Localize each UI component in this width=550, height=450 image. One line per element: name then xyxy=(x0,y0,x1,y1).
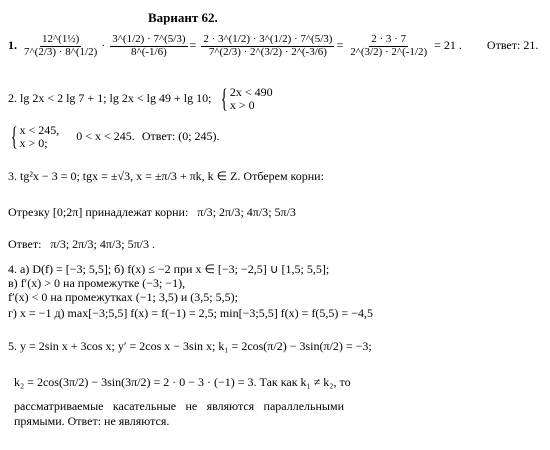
task3-answer-prefix: Ответ: xyxy=(8,237,42,251)
task4-line-1: 4. а) D(f) = [−3; 5,5]; б) f(x) ≤ −2 при x ∈ [−3; −2,5] ∪ [1,5; 5,5]; xyxy=(8,262,330,276)
task4-line-2: в) f′(x) > 0 на промежутке (−3; −1), xyxy=(8,276,186,290)
task2-sys1-row2: x > 0 xyxy=(229,98,255,113)
task1-answer: Ответ: 21. xyxy=(486,37,539,52)
task2-line-2 xyxy=(8,124,220,150)
task1-fraction-4 xyxy=(348,34,429,58)
task5-line-2: k₂ = 2cos(3π/2) − 3sin(3π/2) = 2 · 0 − 3 · (−1) = 3. Так как k₁ ≠ k₂, то xyxy=(14,375,351,389)
task3-line-3 xyxy=(8,238,155,250)
task4-line-3: f′(x) < 0 на промежутках (−1; 3,5) и (3,5; 5,5); xyxy=(8,290,238,304)
left-brace-icon: { xyxy=(10,122,18,152)
task2-sys1-row1: 2x < 490 xyxy=(229,85,273,99)
task5-line-4: прямыми. Ответ: не являются. xyxy=(14,414,170,428)
task5-line-1: 5. y = 2sin x + 3cos x; y′ = 2cos x − 3sin x; k₁ = 2cos(π/2) − 3sin(π/2) = −3; xyxy=(8,339,372,353)
task2-sys2-row2: x > 0; xyxy=(19,136,48,151)
task2-range: 0 < x < 245. xyxy=(76,128,135,143)
task1-frac3-numerator: 2 · 3^(1/2) · 3^(1/2) · 7^(5/3) xyxy=(203,33,333,45)
page-title: Вариант 62. xyxy=(148,10,218,25)
task3-line-2: Отрезку [0;2π] принадлежат корни: π/3; 2π/3; 4π/3; 5π/3 xyxy=(8,205,296,219)
task1-frac1-numerator: 12^(1½) xyxy=(42,33,80,45)
task1-number: 1. xyxy=(8,37,17,52)
task1-frac4-numerator: 2 · 3 · 7 xyxy=(371,33,407,45)
task1-fraction-3 xyxy=(201,34,334,58)
task5-line-3: рассматриваемые касательные не являются параллельными xyxy=(14,399,344,413)
task3-answer-roots: π/3; 2π/3; 4π/3; 5π/3 . xyxy=(50,237,155,251)
task3-roots-prefix: Отрезку [0;2π] принадлежат корни: xyxy=(8,205,189,219)
task2-line-1 xyxy=(8,86,273,112)
task3-root-1: π/3 xyxy=(197,205,213,219)
task1-frac2-denominator: 8^(-1/6) xyxy=(131,45,167,58)
task1-frac3-denominator: 7^(2/3) · 2^(3/2) · 2^(-3/6) xyxy=(208,45,327,58)
task2-system-2 xyxy=(8,124,59,150)
left-brace-icon: { xyxy=(221,84,229,114)
task2-equation: 2. lg 2x < 2 lg 7 + 1; lg 2x < lg 49 + lg 10; xyxy=(8,90,212,105)
task2-system-1 xyxy=(218,86,272,112)
task2-answer: Ответ: (0; 245). xyxy=(141,128,220,143)
task1-line: 1. $\frac{\text{12\textasciicircum{}(1½)}}{7\^{}(2/3) \cdot 8\^{}(1/2)}$ · $\frac{3\^{}(1/2) \cdot 7\^{}(5/3)}{8\^{}(-1/6)}$ = $\frac{2 \cdot 3\^{}(1/2) \cdot 3\^{}(1/2) \cdot 7\^{}(5/3)}{7\^{}(2/3) \cdot 2\^{}(3/2) \cdot 2\^{}(-3/6)}$ = $\frac{2 \cdot 3 \cdot 7}{2\^{}(3/2) \cdot 2\^{}(-1/2)}$ = 21 . Ответ: 21. xyxy=(8,33,539,58)
task3-root-2: 2π/3 xyxy=(219,205,241,219)
task4-line-4: г) x = −1 д) max[−3;5,5] f(x) = f(−1) = 2,5; min[−3;5,5] f(x) = f(5,5) = −4,5 xyxy=(8,306,373,320)
task1-frac2-numerator: 3^(1/2) · 7^(5/3) xyxy=(112,33,186,45)
task3-root-4: 5π/3 xyxy=(274,205,296,219)
task1-result: = 21 . xyxy=(434,37,462,52)
task1-frac4-denominator: 2^(3/2) · 2^(-1/2) xyxy=(350,45,428,58)
task3-line-1: 3. tg²x − 3 = 0; tgx = ±√3, x = ±π/3 + πk, k ∈ Z. Отберем корни: xyxy=(8,169,324,183)
task2-sys2-row1: x < 245, xyxy=(19,123,60,137)
task1-frac1-denominator: 7^(2/3) · 8^(1/2) xyxy=(24,45,98,58)
task3-root-3: 4π/3 xyxy=(246,205,269,219)
task1-fraction-2 xyxy=(110,34,187,58)
task1-fraction-1 xyxy=(22,34,99,58)
